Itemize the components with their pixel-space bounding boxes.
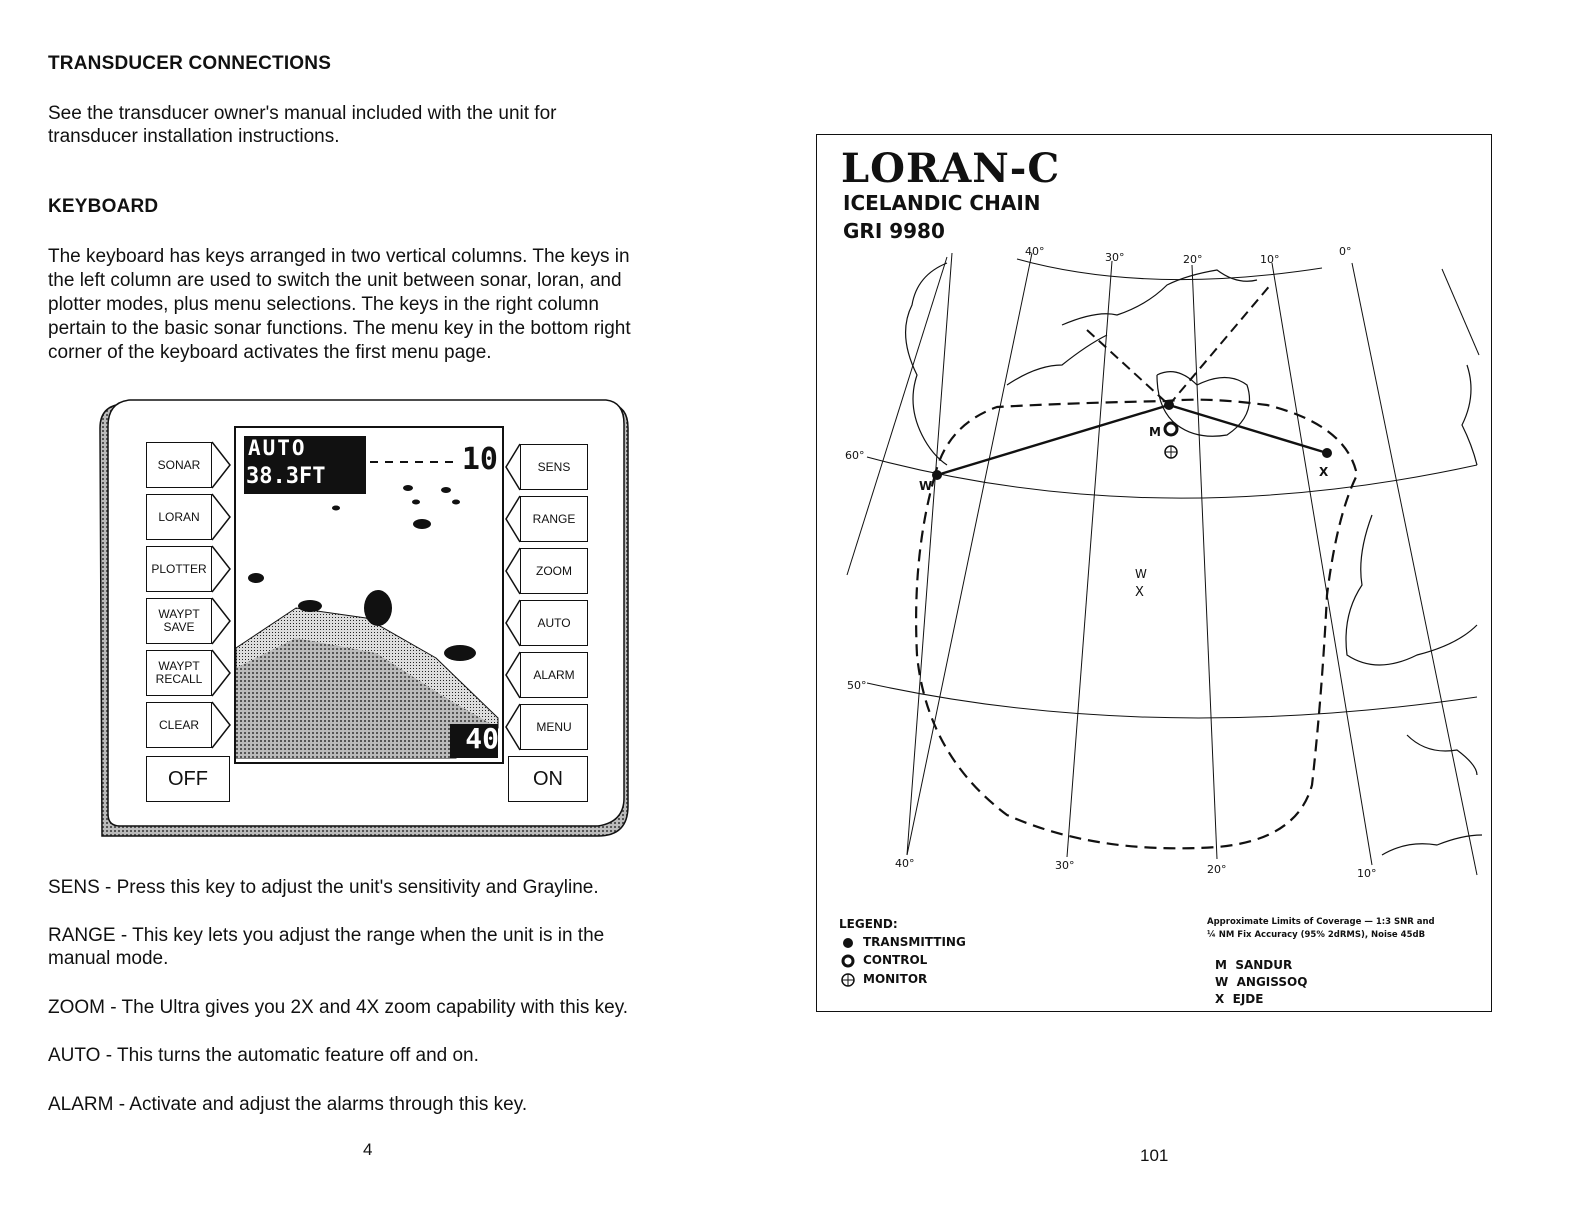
center-label-w: W (1135, 567, 1147, 581)
para-keyboard-line: plotter modes, plus menu selections. The keys in the right column (48, 294, 599, 315)
station-code: W (1215, 975, 1229, 989)
coverage-note-line2: ¼ NM Fix Accuracy (95% 2dRMS), Noise 45dB (1207, 930, 1426, 940)
lon-label-top: 10° (1260, 253, 1280, 266)
map-subtitle: ICELANDIC CHAIN (843, 191, 1041, 215)
def-alarm: ALARM - Activate and adjust the alarms through this key. (48, 1094, 528, 1115)
para-keyboard-line: the left column are used to switch the unit between sonar, loran, and (48, 270, 622, 291)
coverage-note-line1: Approximate Limits of Coverage — 1:3 SNR and (1207, 917, 1435, 927)
off-key[interactable]: OFF (146, 756, 230, 802)
para-transducer-1: See the transducer owner's manual included with the unit for (48, 103, 557, 124)
screen-depth-readout: 38.3FT (246, 464, 326, 489)
legend-title: LEGEND: (839, 917, 898, 931)
lat-label: 50° (847, 679, 867, 692)
heading-transducer-connections: TRANSDUCER CONNECTIONS (48, 53, 332, 74)
station-code: M (1215, 958, 1227, 972)
screen-mode-readout: AUTO (248, 436, 307, 460)
legend-transmitting: TRANSMITTING (863, 935, 966, 949)
map-gri: GRI 9980 (843, 219, 945, 243)
loran-map-graphic (817, 135, 1492, 1012)
def-range-cont: manual mode. (48, 948, 169, 969)
lon-label-bottom: 40° (895, 857, 915, 870)
lon-label-top: 40° (1025, 245, 1045, 258)
def-auto: AUTO - This turns the automatic feature off and on. (48, 1045, 479, 1066)
heading-keyboard: KEYBOARD (48, 196, 159, 217)
plotter-key[interactable]: PLOTTER (146, 546, 212, 592)
loran-key[interactable]: LORAN (146, 494, 212, 540)
station-label-m: M (1149, 425, 1161, 439)
on-key[interactable]: ON (508, 756, 588, 802)
para-transducer-2: transducer installation instructions. (48, 126, 340, 147)
def-range: RANGE - This key lets you adjust the range when the unit is in the (48, 925, 605, 946)
sens-key[interactable]: SENS (520, 444, 588, 490)
station-key-m (1215, 958, 1292, 972)
map-title: LORAN-C (841, 145, 1061, 192)
station-name: SANDUR (1235, 958, 1293, 972)
station-key-w (1215, 975, 1307, 989)
legend-monitor: MONITOR (863, 972, 928, 986)
sonar-key[interactable]: SONAR (146, 442, 212, 488)
para-keyboard-line: pertain to the basic sonar functions. The menu key in the bottom right (48, 318, 631, 339)
legend-control: CONTROL (863, 953, 928, 967)
menu-key[interactable]: MENU (520, 704, 588, 750)
keypad-illustration (90, 398, 630, 844)
lon-label-top: 30° (1105, 251, 1125, 264)
center-label-x: X (1135, 585, 1144, 600)
station-name: ANGISSOQ (1236, 975, 1308, 989)
lat-label: 60° (845, 449, 865, 462)
station-code: X (1215, 992, 1225, 1006)
lon-label-top: 0° (1339, 245, 1352, 258)
waypt-save-key[interactable]: WAYPT SAVE (146, 598, 212, 644)
station-key-x (1215, 992, 1263, 1006)
waypt-recall-key[interactable]: WAYPT RECALL (146, 650, 212, 696)
lon-label-bottom: 10° (1357, 867, 1377, 880)
def-zoom: ZOOM - The Ultra gives you 2X and 4X zoom capability with this key. (48, 997, 629, 1018)
page-number-right: 101 (1140, 1146, 1169, 1165)
auto-key[interactable]: AUTO (520, 600, 588, 646)
screen-scale-bottom: 40 (465, 722, 499, 755)
lon-label-bottom: 30° (1055, 859, 1075, 872)
range-key[interactable]: RANGE (520, 496, 588, 542)
def-sens: SENS - Press this key to adjust the unit's sensitivity and Grayline. (48, 877, 599, 898)
para-keyboard-line: The keyboard has keys arranged in two vertical columns. The keys in (48, 246, 630, 267)
station-name: EJDE (1232, 992, 1264, 1006)
lon-label-top: 20° (1183, 253, 1203, 266)
station-label-x: X (1319, 465, 1329, 479)
sonar-screen (234, 426, 504, 764)
station-label-w: W (919, 479, 933, 493)
para-keyboard-line: corner of the keyboard activates the first menu page. (48, 342, 492, 363)
loran-map-figure (816, 134, 1492, 1012)
alarm-key[interactable]: ALARM (520, 652, 588, 698)
zoom-key[interactable]: ZOOM (520, 548, 588, 594)
screen-scale-top: 10 (461, 442, 498, 477)
lon-label-bottom: 20° (1207, 863, 1227, 876)
page-number-left: 4 (363, 1140, 373, 1159)
clear-key[interactable]: CLEAR (146, 702, 212, 748)
